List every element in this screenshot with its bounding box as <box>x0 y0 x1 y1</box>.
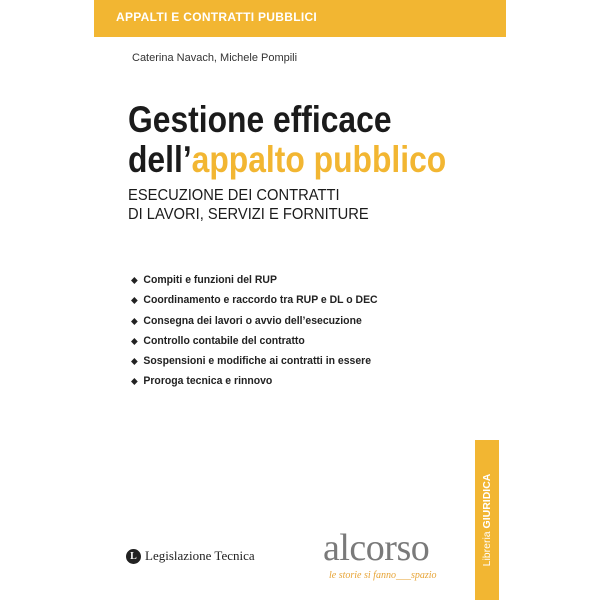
title-line-2 <box>128 140 446 180</box>
list-item <box>132 270 378 290</box>
list-item-label: Controllo contabile del contratto <box>143 334 305 347</box>
list-item-label: Compiti e funzioni del RUP <box>143 274 277 286</box>
list-item <box>132 331 378 351</box>
collection-prefix: Libreria <box>481 528 493 567</box>
series-band <box>94 0 506 37</box>
topic-list <box>132 270 391 392</box>
diamond-bullet-icon <box>131 338 138 345</box>
book-subtitle <box>128 186 369 224</box>
list-item-label: Sospensioni e modifiche ai contratti in essere <box>143 355 372 368</box>
subtitle-line-2: DI LAVORI, SERVIZI E FORNITURE <box>128 206 369 223</box>
list-item <box>132 351 378 371</box>
list-item <box>132 311 378 331</box>
authors: Caterina Navach, Michele Pompili <box>132 52 298 64</box>
title-accent: appalto pubblico <box>191 139 447 180</box>
diamond-bullet-icon <box>131 297 138 304</box>
collection-strong: GIURIDICA <box>481 473 493 529</box>
title-prefix: dell’ <box>128 139 192 180</box>
series-label: APPALTI E CONTRATTI PUBBLICI <box>116 10 318 24</box>
subtitle-line-1: ESECUZIONE DEI CONTRATTI <box>128 187 340 204</box>
title-line-1: Gestione efficace <box>128 99 392 140</box>
publisher-logo-icon: L <box>126 549 141 564</box>
book-title <box>128 100 446 180</box>
diamond-bullet-icon <box>131 277 138 284</box>
publisher <box>126 548 255 564</box>
list-item <box>132 290 378 310</box>
diamond-bullet-icon <box>131 378 138 385</box>
collection-band <box>475 440 499 600</box>
list-item-label: Consegna dei lavori o avvio dell’esecuzione <box>143 314 362 327</box>
list-item-label: Coordinamento e raccordo tra RUP e DL o DEC <box>143 294 378 307</box>
collection-label <box>481 474 493 567</box>
list-item <box>132 371 378 391</box>
book-cover <box>94 0 506 600</box>
watermark-logo: alcorso <box>323 527 430 569</box>
list-item-label: Proroga tecnica e rinnovo <box>143 375 273 388</box>
diamond-bullet-icon <box>131 358 138 365</box>
watermark <box>323 526 473 596</box>
watermark-tagline: le storie si fanno___spazio <box>329 570 437 581</box>
publisher-name: Legislazione Tecnica <box>145 548 255 563</box>
diamond-bullet-icon <box>131 318 138 325</box>
